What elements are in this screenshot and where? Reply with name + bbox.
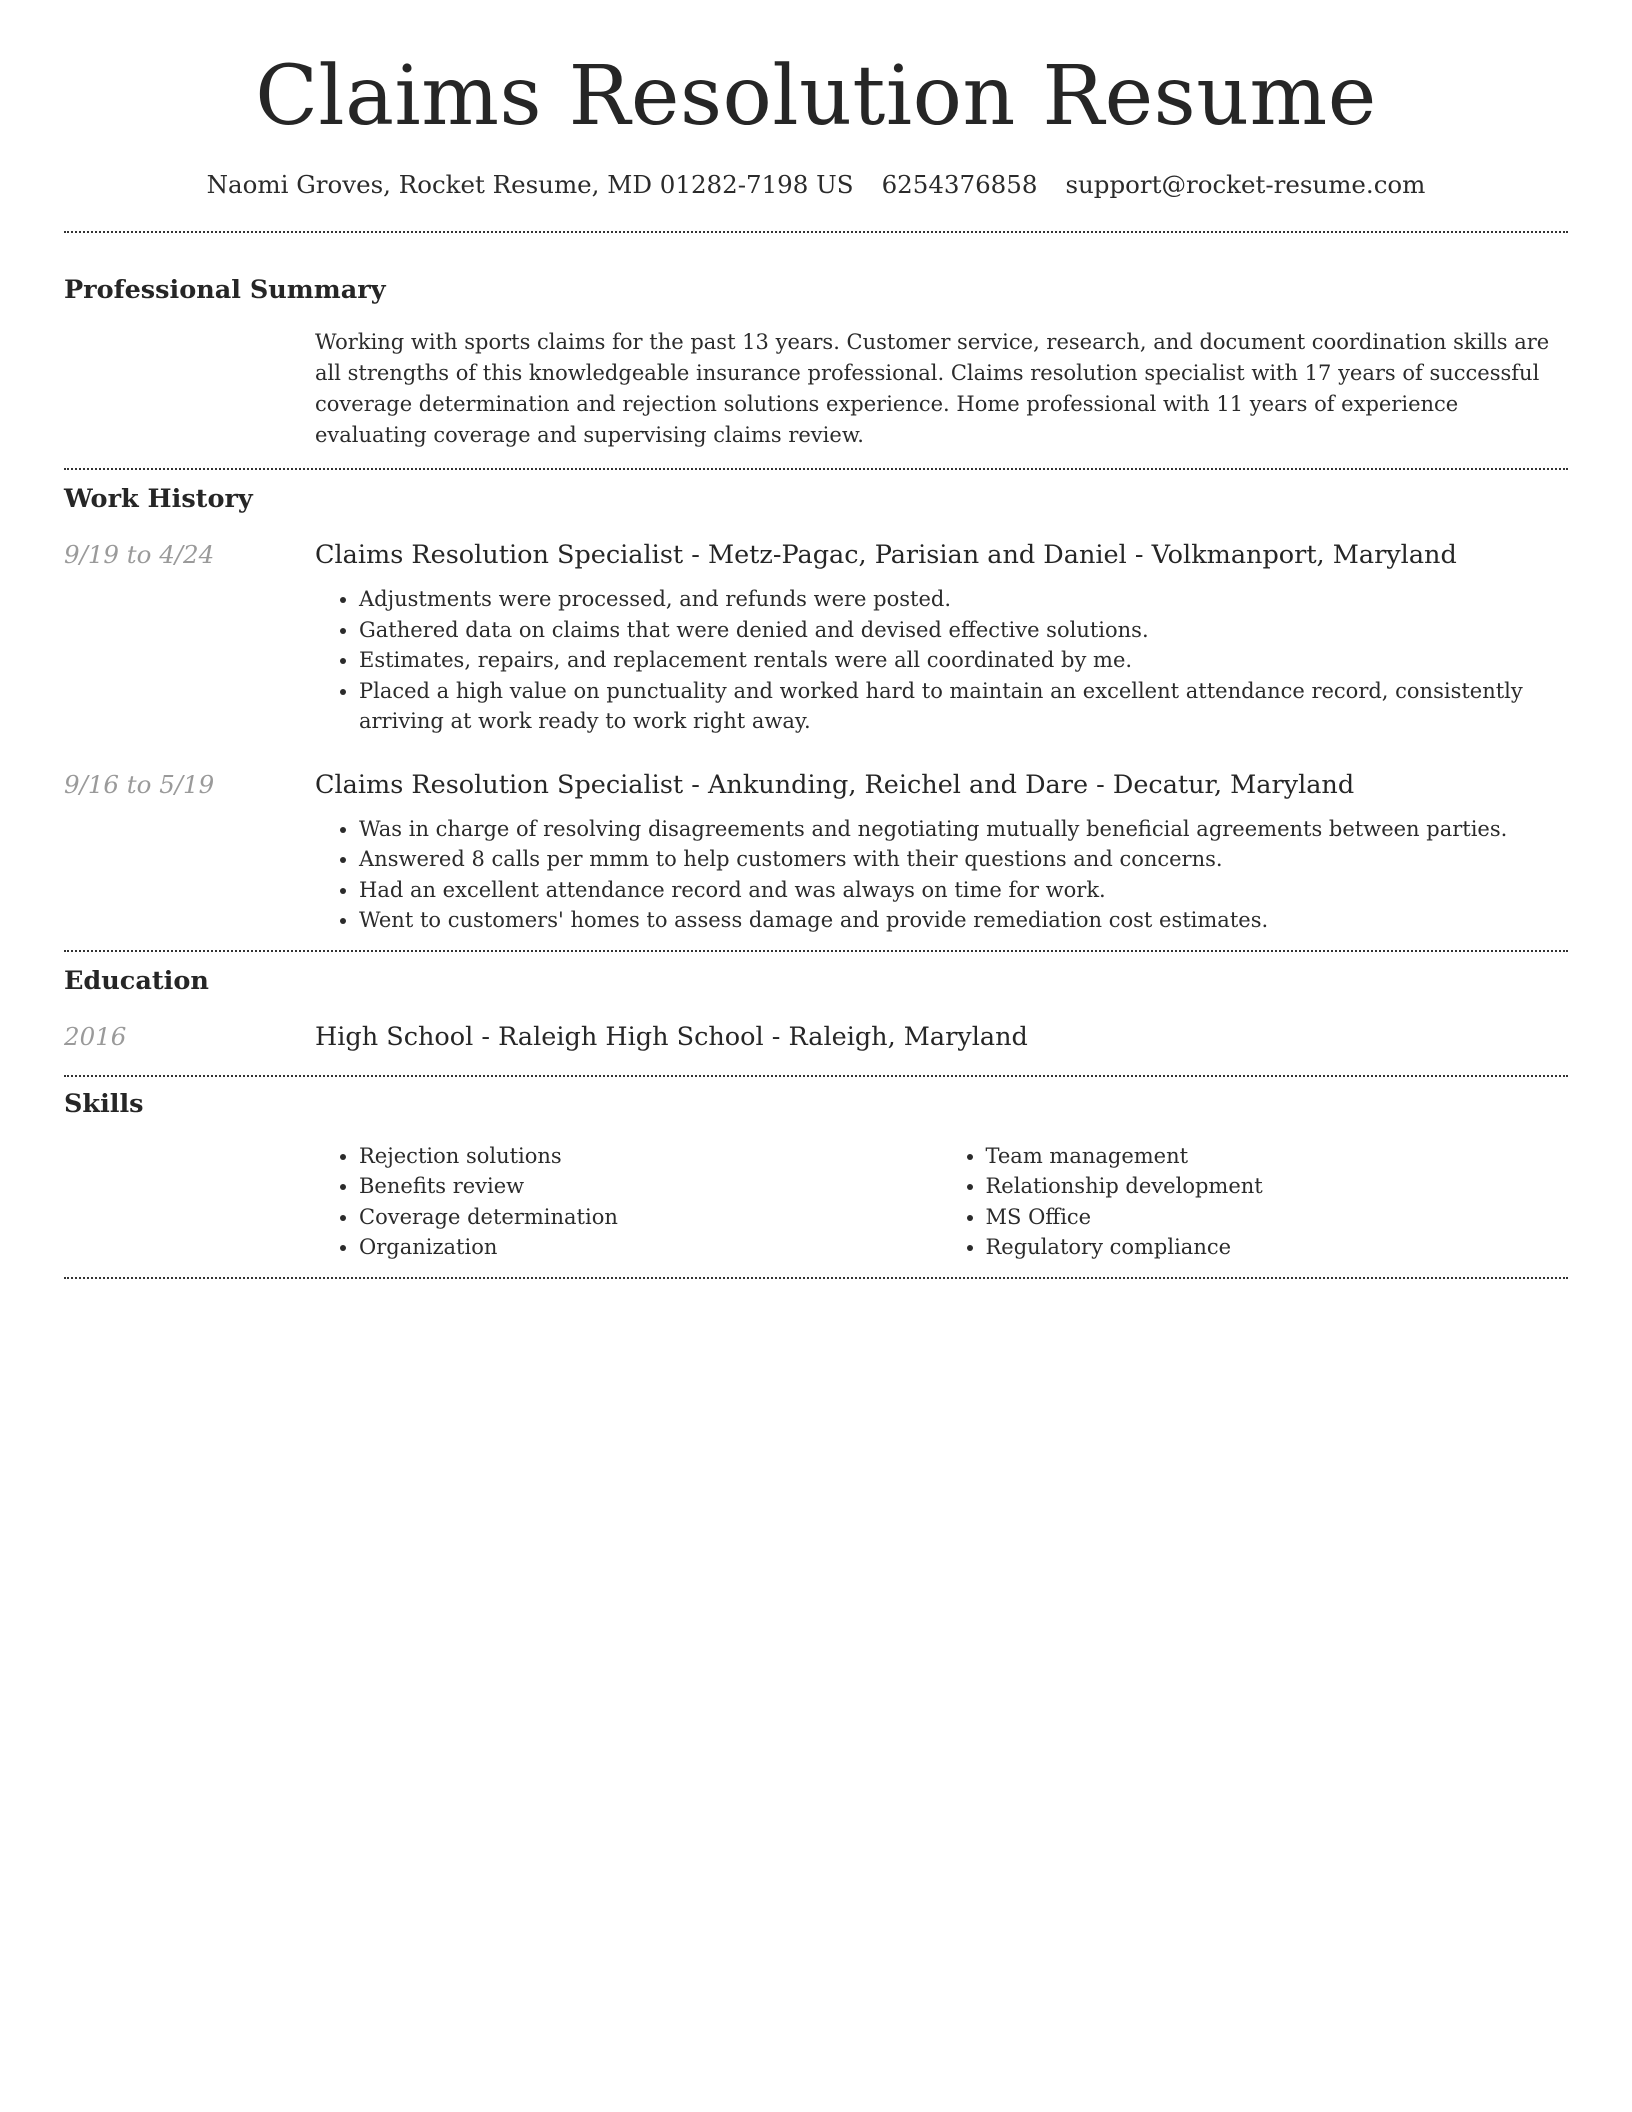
job-title: Claims Resolution Specialist - Metz-Pagac, Parisian and Daniel - Volkmanport, Maryland xyxy=(315,540,1457,570)
list-item: • Coverage determination xyxy=(359,1202,942,1233)
list-item: • Was in charge of resolving disagreements and negotiating mutually beneficial agreements between parties. xyxy=(359,814,1568,845)
list-item: • Answered 8 calls per mmm to help customers with their questions and concerns. xyxy=(359,844,1568,875)
job-title: Claims Resolution Specialist - Ankunding, Reichel and Dare - Decatur, Maryland xyxy=(315,769,1355,800)
summary-text: Working with sports claims for the past 13 years. Customer service, research, and document coordination skills are all strengths of this knowledgeable insurance professional. Claims resolution specialist with 17 years of successful coverage determination and rejection solutions experience. Home professional with 11 years of experience evaluating coverage and supervising claims review. xyxy=(315,330,1550,447)
list-item: • Estimates, repairs, and replacement rentals were all coordinated by me. xyxy=(359,645,1568,676)
divider-skills xyxy=(64,1277,1568,1279)
section-summary xyxy=(64,275,1568,451)
section-skills xyxy=(64,1089,1568,1263)
work-heading: Work History xyxy=(64,484,253,514)
skills-columns xyxy=(315,1141,1568,1263)
list-item: • Benefits review xyxy=(359,1171,942,1202)
section-work-history xyxy=(64,484,1568,936)
list-item: • Had an excellent attendance record and was always on time for work. xyxy=(359,875,1568,906)
job-dates: 9/19 to 4/24 xyxy=(64,540,215,569)
resume-title: Claims Resolution Resume xyxy=(255,49,1377,144)
skills-heading: Skills xyxy=(64,1088,144,1119)
education-year: 2016 xyxy=(64,1021,127,1051)
list-item: • Team management xyxy=(986,1141,1569,1172)
contact-email: support@rocket-resume.com xyxy=(1065,170,1426,199)
job-entry xyxy=(64,770,1568,936)
contact-line xyxy=(64,170,1568,199)
summary-heading: Professional Summary xyxy=(64,275,386,305)
skills-list-left xyxy=(315,1141,942,1263)
divider-summary xyxy=(64,468,1568,470)
list-item: • Went to customers' homes to assess damage and provide remediation cost estimates. xyxy=(359,905,1568,936)
list-item: • Relationship development xyxy=(986,1171,1569,1202)
contact-address: Naomi Groves, Rocket Resume, MD 01282-7198 US xyxy=(206,170,854,199)
divider-header xyxy=(64,231,1568,233)
list-item: • Rejection solutions xyxy=(359,1141,942,1172)
list-item: • Regulatory compliance xyxy=(986,1232,1569,1263)
list-item: • Adjustments were processed, and refunds were posted. xyxy=(359,584,1568,615)
section-education xyxy=(64,966,1568,1052)
job-bullets xyxy=(315,814,1568,936)
job-dates: 9/16 to 5/19 xyxy=(64,769,215,799)
skills-list-right xyxy=(942,1141,1569,1263)
list-item: • MS Office xyxy=(986,1202,1569,1233)
education-heading: Education xyxy=(64,965,209,996)
job-entry xyxy=(64,540,1568,737)
list-item: • Organization xyxy=(359,1232,942,1263)
divider-education xyxy=(64,1075,1568,1077)
list-item: • Placed a high value on punctuality and worked hard to maintain an excellent attendance record, consistently arriving at work ready to work right away. xyxy=(359,676,1568,737)
education-entry: High School - Raleigh High School - Raleigh, Maryland xyxy=(315,1021,1028,1052)
resume-page xyxy=(64,0,1568,1279)
job-bullets xyxy=(315,584,1568,737)
list-item: • Gathered data on claims that were denied and devised effective solutions. xyxy=(359,615,1568,646)
divider-work xyxy=(64,950,1568,952)
contact-phone: 6254376858 xyxy=(881,170,1038,199)
